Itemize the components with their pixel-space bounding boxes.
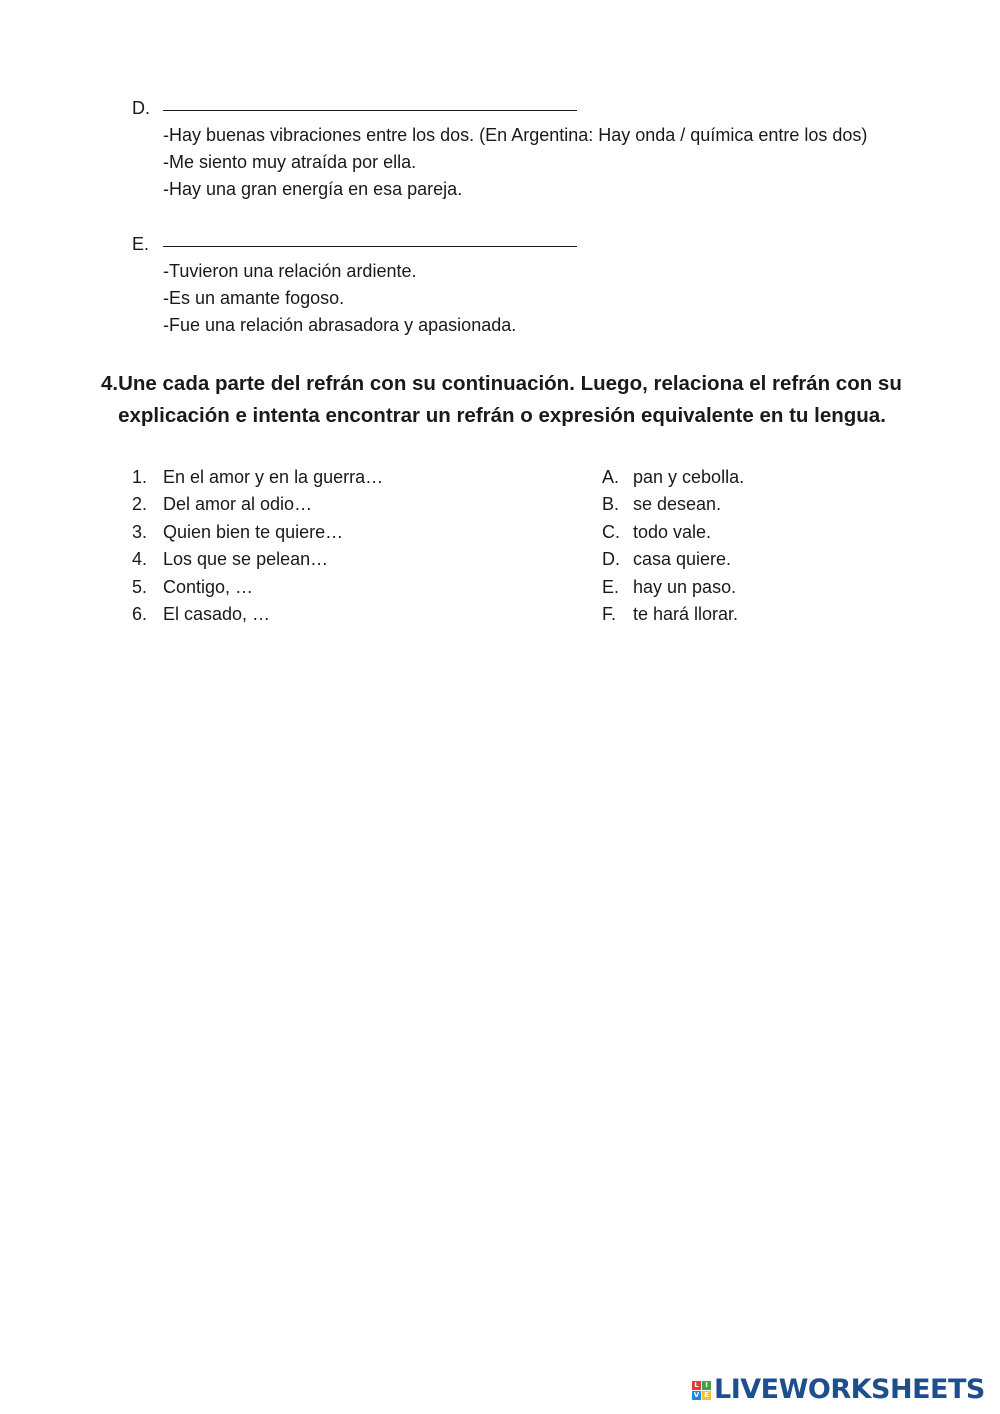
answer-blank-e[interactable] <box>163 231 577 247</box>
list-item[interactable] <box>132 491 383 518</box>
logo-icon <box>692 1381 711 1400</box>
item-number: 2. <box>132 494 148 515</box>
section-e-line-1: -Tuvieron una relación ardiente. <box>163 261 417 281</box>
item-number: 5. <box>132 576 148 597</box>
list-item[interactable] <box>602 464 744 491</box>
list-item[interactable] <box>602 491 744 518</box>
section-e <box>132 231 577 339</box>
item-text: En el amor y en la guerra… <box>163 467 384 487</box>
item-number: 4. <box>132 549 148 570</box>
list-item[interactable] <box>602 519 744 546</box>
item-text: casa quiere. <box>633 549 732 570</box>
item-letter: B. <box>602 494 620 515</box>
item-letter: D. <box>602 549 620 570</box>
item-number: 3. <box>132 521 148 542</box>
section-e-letter: E. <box>132 234 150 254</box>
section-d <box>132 95 867 203</box>
item-text: hay un paso. <box>633 576 737 597</box>
section-d-letter: D. <box>132 98 150 118</box>
item-text: Los que se pelean… <box>163 549 329 570</box>
list-item[interactable] <box>132 574 383 601</box>
proverb-starts-list <box>132 464 383 628</box>
section-e-line-2: -Es un amante fogoso. <box>163 288 345 308</box>
list-item[interactable] <box>132 546 383 573</box>
item-letter: E. <box>602 576 620 597</box>
list-item[interactable] <box>602 574 744 601</box>
item-letter: F. <box>602 603 617 624</box>
list-item[interactable] <box>132 519 383 546</box>
item-text: El casado, … <box>163 603 271 624</box>
section-d-line-1: -Hay buenas vibraciones entre los dos. (En Argentina: Hay onda / química entre los dos) <box>163 125 868 145</box>
item-letter: C. <box>602 521 620 542</box>
item-text: se desean. <box>633 494 722 515</box>
logo-icon-cell: V <box>693 1390 700 1399</box>
list-item[interactable] <box>602 601 744 628</box>
item-text: pan y cebolla. <box>633 467 745 487</box>
item-text: Quien bien te quiere… <box>163 521 344 542</box>
section-e-line-3: -Fue una relación abrasadora y apasionada. <box>163 315 517 335</box>
item-text: te hará llorar. <box>633 603 739 624</box>
logo-icon-cell: I <box>702 1381 711 1390</box>
list-item[interactable] <box>602 546 744 573</box>
logo-icon-cell: L <box>692 1381 701 1390</box>
answer-blank-d[interactable] <box>163 95 577 111</box>
item-text: todo vale. <box>633 521 712 542</box>
item-number: 1. <box>132 467 148 487</box>
logo-icon-cell: E <box>702 1391 711 1400</box>
list-item[interactable] <box>132 464 383 491</box>
logo-text: LIVEWORKSHEETS <box>714 1374 985 1405</box>
item-letter: A. <box>602 467 620 487</box>
list-item[interactable] <box>132 601 383 628</box>
question-4-heading <box>101 368 961 432</box>
section-d-line-3: -Hay una gran energía en esa pareja. <box>163 179 463 199</box>
proverb-endings-list <box>602 464 744 628</box>
item-number: 6. <box>132 603 148 624</box>
item-text: Del amor al odio… <box>163 494 313 515</box>
question-4-text: Une cada parte del refrán con su continuación. Luego, relaciona el refrán con su explicación e intenta encontrar un refrán o expresión equivalente en tu lengua. <box>118 372 902 427</box>
item-text: Contigo, … <box>163 576 254 597</box>
liveworksheets-logo[interactable] <box>692 1376 985 1404</box>
question-4-number: 4. <box>101 372 119 395</box>
section-d-line-2: -Me siento muy atraída por ella. <box>163 152 417 172</box>
